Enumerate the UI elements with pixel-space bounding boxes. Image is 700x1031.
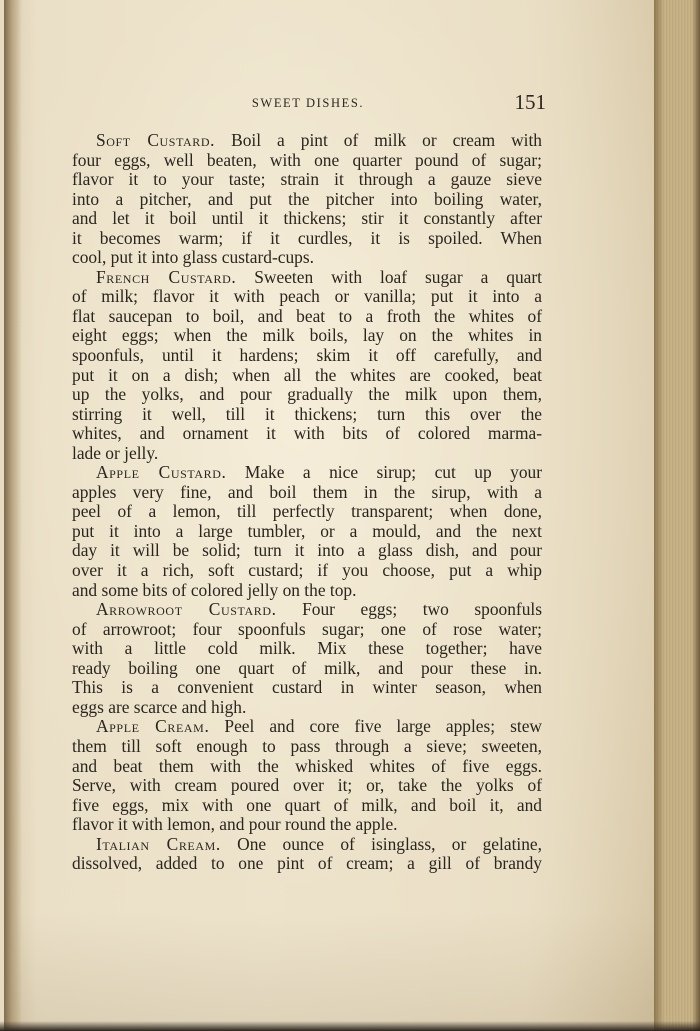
text-line: them till soft enough to pass through a sieve; sweeten, bbox=[72, 735, 542, 756]
text-line: lade or jelly. bbox=[72, 442, 159, 463]
recipe-heading: Arrowroot Custard. bbox=[96, 599, 277, 620]
paper-page bbox=[4, 0, 656, 1031]
text-line: put it into a large tumbler, or a mould, and the next bbox=[72, 520, 542, 541]
text-line: apples very fine, and boil them in the sirup, with a bbox=[72, 481, 542, 502]
text-line: Soft Custard. Boil a pint of milk or cream with bbox=[96, 130, 542, 150]
text-line: four eggs, well beaten, with one quarter pound of sugar; bbox=[72, 149, 542, 170]
text-line: peel of a lemon, till perfectly transparent; when done, bbox=[72, 501, 542, 522]
text-line: over it a rich, soft custard; if you choose, put a whip bbox=[72, 560, 542, 581]
text-line: it becomes warm; if it curdles, it is spoiled. When bbox=[72, 227, 542, 248]
scan-bottom-edge bbox=[0, 1021, 700, 1031]
text-line: flavor it to your taste; strain it through a gauze sieve bbox=[72, 169, 542, 190]
text-line: and beat them with the whisked whites of five eggs. bbox=[72, 755, 542, 776]
recipe-heading: French Custard. bbox=[96, 266, 237, 287]
text-line: eggs are scarce and high. bbox=[72, 696, 247, 717]
text-line: and some bits of colored jelly on the top. bbox=[72, 579, 357, 600]
text-line: Serve, with cream poured over it; or, take the yolks of bbox=[72, 775, 542, 796]
text-line: of milk; flavor it with peach or vanilla; put it into a bbox=[72, 286, 542, 307]
text-line: put it on a dish; when all the whites are cooked, beat bbox=[72, 364, 542, 385]
page-edges bbox=[654, 0, 700, 1031]
recipe-heading: Apple Cream. bbox=[96, 716, 210, 737]
text-line: Apple Cream. Peel and core five large apples; stew bbox=[96, 716, 542, 737]
recipe-heading: Italian Cream. bbox=[96, 833, 221, 854]
recipe-text bbox=[72, 131, 542, 874]
text-line: of arrowroot; four spoonfuls sugar; one of rose water; bbox=[72, 618, 542, 639]
text-line: This is a convenient custard in winter season, when bbox=[72, 677, 542, 698]
text-line: with a little cold milk. Mix these together; have bbox=[72, 638, 542, 659]
recipe-heading: Soft Custard. bbox=[96, 130, 216, 150]
text-line: stirring it well, till it thickens; turn this over the bbox=[72, 403, 542, 424]
recipe-heading: Apple Custard. bbox=[96, 462, 227, 483]
text-line: up the yolks, and pour gradually the milk upon them, bbox=[72, 384, 542, 405]
text-line: eight eggs; when the milk boils, lay on the whites in bbox=[72, 325, 542, 346]
running-head bbox=[70, 88, 546, 118]
text-line: spoonfuls, until it hardens; skim it off carefully, and bbox=[72, 345, 542, 366]
text-line: ready boiling one quart of milk, and pour these in. bbox=[72, 657, 542, 678]
text-line: Italian Cream. One ounce of isinglass, or gelatine, bbox=[96, 833, 542, 854]
text-line: five eggs, mix with one quart of milk, and boil it, and bbox=[72, 794, 542, 815]
text-line: and let it boil until it thickens; stir it constantly after bbox=[72, 208, 542, 229]
text-line: day it will be solid; turn it into a glass dish, and pour bbox=[72, 540, 542, 561]
text-line: Arrowroot Custard. Four eggs; two spoonfuls bbox=[96, 599, 542, 620]
text-line: Apple Custard. Make a nice sirup; cut up your bbox=[96, 462, 542, 483]
text-line: flat saucepan to boil, and beat to a froth the whites of bbox=[72, 305, 542, 326]
text-line: cool, put it into glass custard-cups. bbox=[72, 247, 314, 268]
text-line: dissolved, added to one pint of cream; a gill of brandy bbox=[72, 853, 542, 874]
binding-shadow bbox=[4, 0, 22, 1031]
running-head-title: SWEET DISHES. bbox=[251, 96, 365, 110]
text-line: flavor it with lemon, and pour round the apple. bbox=[72, 814, 398, 835]
page-number: 151 bbox=[514, 90, 546, 114]
text-line: into a pitcher, and put the pitcher into boiling water, bbox=[72, 188, 542, 209]
text-line: whites, and ornament it with bits of colored marma- bbox=[72, 423, 542, 444]
text-line: French Custard. Sweeten with loaf sugar a quart bbox=[96, 266, 543, 287]
